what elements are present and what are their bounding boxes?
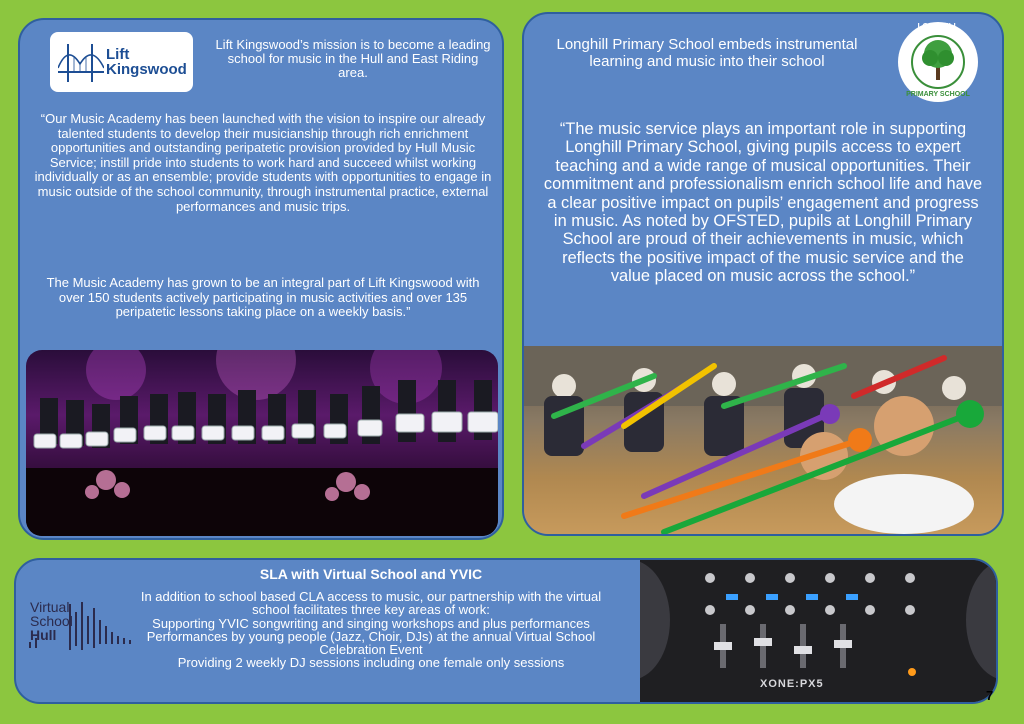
lift-quote: “Our Music Academy has been launched with the vision to inspire our already talented students to develop their musicianship through rich enrichment opportunities and outstanding peripatetic provision provided by Hull Music Service; instill pride into students to work hard and succeed whilst working individually or as an ensemble; provide students with opportunities to engage in music outside of the school community, through instrumental practice, external performances and music trips. — [34, 111, 492, 214]
sla-line-intro: In addition to school based CLA access to music, our partnership with the virtual school facilitates three key areas of work: — [140, 589, 602, 618]
sla-line-dj-sessions: Providing 2 weekly DJ sessions including one female only sessions — [177, 655, 565, 671]
dj-mixer-photo — [640, 560, 996, 702]
vs-logo-line-1: Virtual — [30, 599, 70, 615]
sla-line-performances: Performances by young people (Jazz, Choir, DJs) at the annual Virtual School Celebration Event — [146, 628, 596, 658]
lift-kingswood-panel — [18, 18, 504, 540]
trombone-class-photo — [524, 346, 1002, 534]
drum-performance-photo — [26, 350, 498, 536]
virtual-school-panel — [14, 558, 998, 704]
longhill-panel — [522, 12, 1004, 536]
logo-line-1: Lift — [106, 46, 130, 63]
sla-line-workshops: Supporting YVIC songwriting and singing workshops and plus performances — [152, 615, 590, 631]
longhill-intro-text: Longhill Primary School embeds instrumental learning and music into their school — [556, 36, 858, 70]
page-number: 7 — [986, 688, 994, 703]
longhill-badge-logo — [896, 20, 980, 104]
lift-paragraph: The Music Academy has grown to be an integral part of Lift Kingswood with over 150 students actively participating in music activities and over 135 peripatetic lessons taking place on a weekly basis.” — [46, 275, 480, 320]
vs-logo-line-2: School — [30, 613, 73, 629]
logo-line-2: Kingswood — [106, 61, 187, 78]
soundwave-icon — [26, 598, 136, 658]
longhill-quote: “The music service plays an important role in supporting Longhill Primary School, giving pupils access to expert teaching and a wide range of musical opportunities. Their commitment and professionalism enrich school life and have a clear positive impact on pupils’ engagement and progress in music. As noted by OFSTED, pupils at Longhill Primary School are proud of their achievements in music, which reflects the positive impact of the music service and the value placed on music across the school.” — [543, 120, 983, 286]
lift-intro-text: Lift Kingswood’s mission is to become a leading school for music in the Hull and East Riding area. — [215, 37, 491, 80]
badge-bottom-text: PRIMARY SCHOOL — [906, 91, 970, 98]
mixer-brand-label: XONE:PX5 — [760, 678, 824, 690]
logo-wordmark — [106, 47, 187, 77]
vs-logo-line-3: Hull — [30, 627, 57, 643]
lift-kingswood-logo — [50, 32, 193, 92]
sla-title: SLA with Virtual School and YVIC — [259, 566, 483, 582]
badge-top-text: LONGHILL — [917, 22, 959, 31]
sla-body — [136, 590, 606, 670]
bridge-icon — [58, 40, 104, 84]
